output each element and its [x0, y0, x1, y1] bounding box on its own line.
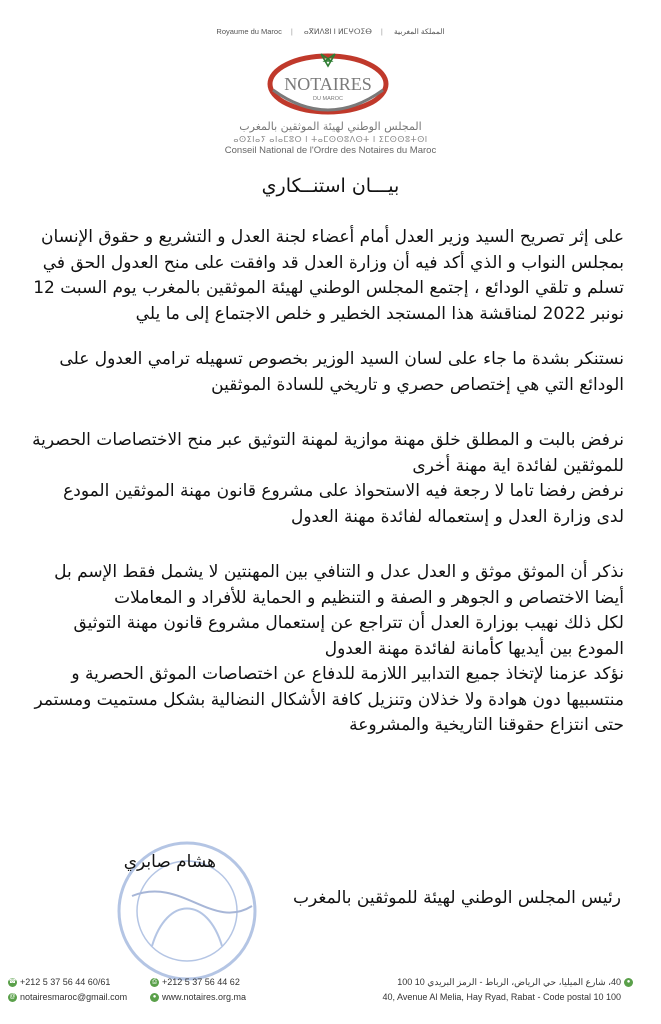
header-bar: Royaume du Maroc | ⴰⴳⵍⴷⵓⵏ ⵏ ⵍⵎⵖⵔⵉⴱ | المملكة المغربية: [216, 27, 445, 36]
council-name-fr: Conseil National de l'Ordre des Notaires du Maroc: [224, 145, 437, 156]
council-name-ar: المجلس الوطني لهيئة الموثقين بالمغرب: [239, 120, 422, 133]
council-name-amazigh: ⴰⵙⵉⵏⴰⵢ ⴰⵏⴰⵎⵓⵔ ⵏ ⵜⴰⵎⵙⵙⵓⴷⵙⵜ ⵏ ⵉⵎⵙⵙⵓⵜⵙⵏ: [233, 135, 428, 144]
header-ar: المملكة المغربية: [393, 27, 445, 36]
logo-word: NOTAIRES: [284, 74, 372, 94]
phone-icon: ☎: [8, 978, 17, 985]
signatory-name: هشام صابري: [123, 852, 216, 872]
globe-icon: ●: [150, 993, 159, 1002]
paragraph-reject-draft: نرفض رفضا تاما لا رجعة فيه الاستحواذ على مشروع قانون مهنة الموثقين المودع لدى وزارة العدل و إستعماله لفائدة مهنة العدول: [63, 481, 624, 527]
document-title: بيـــان استنــكاري: [261, 175, 400, 197]
paragraph-appeal: لكل ذلك نهيب بوزارة العدل أن تتراجع عن إستعمال مشروع قانون مهنة التوثيق المودع بين أيديها كأمانة لفائدة مهنة العدول: [73, 613, 624, 659]
paragraph-reject-parallel: نرفض بالبت و المطلق خلق مهنة موازية لمهنة التوثيق عبر منح الاختصاصات الحصرية للموثقين لفائدة اية مهنة أخرى: [32, 430, 624, 476]
paragraph-resolve: نؤكد عزمنا لإتخاذ جميع التدابير اللازمة للدفاع عن اختصاصات الموثق الحصرية و منتسبيها دون هوادة ولا خذلان وتنزيل كافة الأشكال النضالية بشكل مستميت ومستمر حتى انتزاع حقوقنا التاريخية والمشروعة: [34, 664, 624, 735]
statement-body: [32, 225, 624, 739]
footer-address-ar: ● 40، شارع الميليا، حي الرياض، الرباط - الرمز البريدي 10 100: [397, 977, 633, 988]
fax-icon: ⎙: [150, 978, 159, 987]
footer: [0, 970, 661, 1024]
logo-sub: DU MAROC: [313, 96, 343, 102]
footer-phone: ☎ +212 5 37 56 44 60/61: [8, 977, 111, 987]
header-fr: Royaume du Maroc: [216, 27, 282, 36]
footer-fax: ⎙ +212 5 37 56 44 62: [150, 977, 240, 987]
paragraph-intro: على إثر تصريح السيد وزير العدل أمام أعضاء لجنة العدل و التشريع و حقوق الإنسان بمجلس النواب و الذي أكد فيه أن وزارة العدل قد وافقت على منح العدول الحق في تسلم و تلقي الودائع ، إجتمع المجلس الوطني لهيئة الموثقين بالمغرب يوم السبت 12 نونبر 2022 لمناقشة هذا المستجد الخطير و خلص الاجتماع إلى ما يلي: [33, 227, 624, 324]
footer-email[interactable]: @ notairesmaroc@gmail.com: [9, 992, 128, 1002]
notaires-logo: [263, 50, 393, 118]
paragraph-remind: نذكر أن الموثق موثق و العدل عدل و التنافي بين المهنتين لا يشمل فقط الإسم بل أيضا الاختصاص و الجوهر و الصفة و التنظيم و الحماية للأفراد و المعاملات: [54, 562, 624, 608]
location-pin-icon: ●: [624, 978, 633, 987]
email-icon: @: [9, 993, 16, 1000]
footer-address-fr: 40, Avenue Al Melia, Hay Ryad, Rabat - Code postal 10 100: [382, 992, 621, 1002]
paragraph-denounce: نستنكر بشدة ما جاء على لسان السيد الوزير بخصوص تسهيله ترامي العدول على الودائع التي هي إختصاص حصري و تاريخي للسادة الموثقين: [59, 349, 624, 395]
footer-website[interactable]: ● www.notaires.org.ma: [150, 992, 246, 1002]
header-amazigh: ⴰⴳⵍⴷⵓⵏ ⵏ ⵍⵎⵖⵔⵉⴱ: [303, 27, 372, 36]
signatory-title: رئيس المجلس الوطني لهيئة للموثقين بالمغرب: [293, 888, 621, 908]
